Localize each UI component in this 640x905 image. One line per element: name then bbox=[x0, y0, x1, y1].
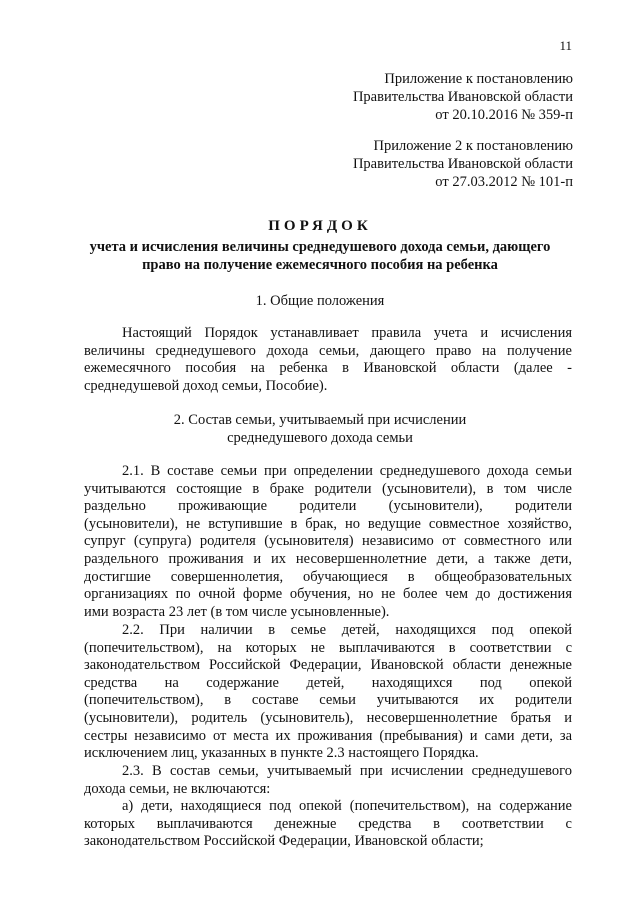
appendix-reference-2 bbox=[353, 137, 573, 191]
paragraph-line: исключением лиц, указанных в пункте 2.3 настоящего Порядка. bbox=[84, 745, 479, 762]
appendix-line: Приложение к постановлению bbox=[384, 71, 573, 87]
document-title: ПОРЯДОК bbox=[268, 218, 372, 234]
paragraph-line: организациях по очной форме обучения, но не более чем до достижения bbox=[84, 586, 572, 603]
paragraph-2-3 bbox=[84, 763, 572, 798]
paragraph-line: сестры независимо от места их проживания (пребывания) и сами дети, за bbox=[84, 727, 572, 744]
section-heading-2 bbox=[70, 411, 570, 447]
paragraph-line: учитываются состоящие в браке родители (усыновители), в том числе bbox=[84, 480, 572, 497]
appendix-line: от 27.03.2012 № 101-п bbox=[435, 174, 573, 190]
appendix-line: Правительства Ивановской области bbox=[352, 89, 573, 105]
paragraph-2-1 bbox=[84, 463, 572, 621]
page-number: 11 bbox=[559, 38, 572, 53]
paragraph-line: супруг (супруга) родителя (усыновителя) независимо от совместного или bbox=[84, 533, 572, 550]
section-heading-1 bbox=[70, 292, 570, 310]
appendix-reference-1 bbox=[353, 70, 573, 124]
paragraph-line: (попечительством), на которых не выплачиваются в соответствии с bbox=[84, 639, 572, 656]
section-heading-line: среднедушевого дохода семьи bbox=[227, 430, 413, 446]
paragraph-line: дохода семьи, не включаются: bbox=[84, 780, 271, 797]
paragraph-line: 2.3. В состав семьи, учитываемый при исчислении среднедушевого bbox=[122, 763, 572, 779]
paragraph-line: которых выплачиваются денежные средства в соответствии с bbox=[84, 815, 572, 832]
paragraph-line: а) дети, находящиеся под опекой (попечительством), на содержание bbox=[122, 798, 572, 814]
paragraph-line: 2.2. При наличии в семье детей, находящихся под опекой bbox=[122, 622, 572, 638]
appendix-line: Приложение 2 к постановлению bbox=[373, 138, 573, 154]
paragraph-line: ежемесячного пособия на ребенка в Ивановской области (далее - bbox=[84, 360, 572, 377]
paragraph-line: ими возраста 23 лет (в том числе усыновленные). bbox=[84, 603, 390, 620]
paragraph-line: величины среднедушевого дохода семьи, дающего право на получение bbox=[84, 342, 572, 359]
section-heading-line: 1. Общие положения bbox=[255, 293, 385, 309]
paragraph-line: (усыновители), не вступившие в брак, но ведущие совместное хозяйство, bbox=[84, 515, 572, 532]
document-subtitle bbox=[70, 238, 570, 274]
section-heading-line: 2. Состав семьи, учитываемый при исчислении bbox=[173, 412, 467, 428]
subtitle-line: право на получение ежемесячного пособия на ребенка bbox=[142, 257, 498, 273]
paragraph-line: раздельного проживания и их несовершеннолетние дети, а также дети, bbox=[84, 550, 572, 567]
appendix-line: от 20.10.2016 № 359-п bbox=[435, 107, 573, 123]
paragraph-line: достигшие совершеннолетия, обучающиеся в общеобразовательных bbox=[84, 568, 572, 585]
paragraph-line: средства на содержание детей, находящихся под опекой bbox=[84, 674, 572, 691]
paragraph-general-provisions bbox=[84, 325, 572, 395]
paragraph-2-3-a bbox=[84, 798, 572, 851]
paragraph-line: 2.1. В составе семьи при определении среднедушевого дохода семьи bbox=[122, 463, 572, 479]
paragraph-line: раздельно проживающие родители (усыновители), родители bbox=[84, 498, 572, 515]
appendix-line: Правительства Ивановской области bbox=[352, 156, 573, 172]
paragraph-line: (усыновители), родитель (усыновитель), несовершеннолетние братья и bbox=[84, 709, 572, 726]
paragraph-line: (попечительством), в составе семьи учитываются их родители bbox=[84, 692, 572, 709]
paragraph-line: законодательством Российской Федерации, Ивановской области денежные bbox=[84, 657, 572, 674]
paragraph-line: законодательством Российской Федерации, Ивановской области; bbox=[84, 833, 484, 850]
paragraph-line: Настоящий Порядок устанавливает правила учета и исчисления bbox=[122, 325, 572, 341]
paragraph-line: среднедушевой доход семьи, Пособие). bbox=[84, 377, 328, 394]
subtitle-line: учета и исчисления величины среднедушевого дохода семьи, дающего bbox=[89, 239, 551, 255]
paragraph-2-2 bbox=[84, 622, 572, 763]
